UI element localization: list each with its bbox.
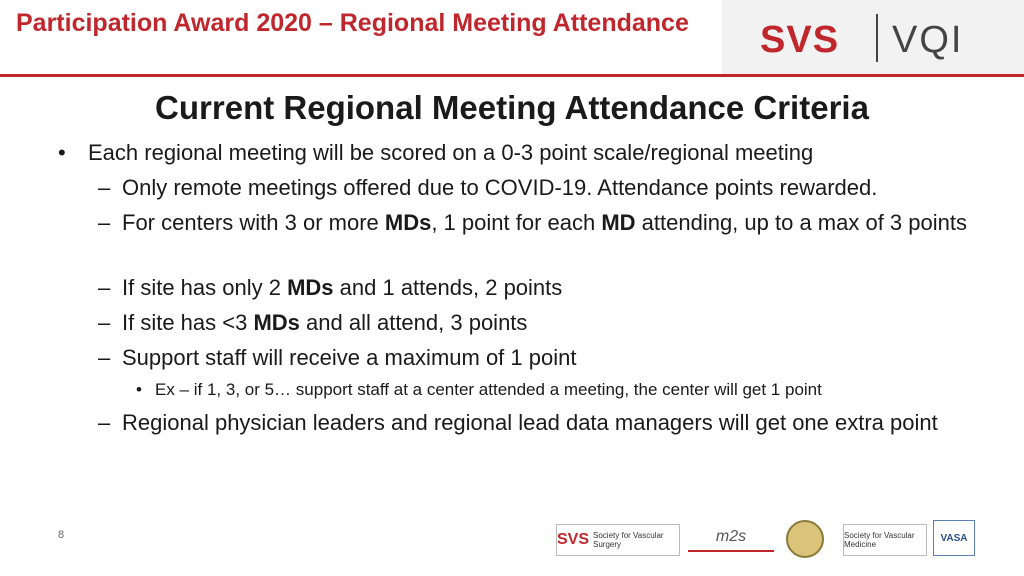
vqi-logo: VQI	[892, 19, 964, 61]
list-item-text: If site has only 2 MDs and 1 attends, 2 points	[122, 275, 563, 300]
list-item-text: If site has <3 MDs and all attend, 3 points	[122, 310, 528, 335]
list-item-text: Each regional meeting will be scored on a 0-3 point scale/regional meeting	[88, 140, 814, 165]
list-item-text: Support staff will receive a maximum of 1 point	[122, 345, 577, 370]
m2s-logo: m2s	[688, 524, 774, 552]
svs-logo: SVS	[760, 19, 840, 61]
slide-header-title: Participation Award 2020 – Regional Meeting Attendance	[16, 9, 689, 37]
dash-marker: –	[98, 275, 111, 300]
list-item-text: Regional physician leaders and regional lead data managers will get one extra point	[122, 410, 938, 435]
dash-marker: –	[98, 310, 111, 335]
dash-marker: –	[98, 175, 111, 200]
svm-logo: Society for Vascular Medicine	[843, 524, 927, 556]
list-item-text: Only remote meetings offered due to COVID-19. Attendance points rewarded.	[122, 175, 878, 200]
bullet-marker: •	[58, 140, 66, 165]
page-number: 8	[58, 529, 65, 541]
slide-heading: Current Regional Meeting Attendance Criteria	[155, 89, 869, 126]
list-item-text: Ex – if 1, 3, or 5… support staff at a center attended a meeting, the center will get 1 point	[155, 380, 822, 399]
vasa-logo: VASA	[933, 520, 975, 556]
dash-marker: –	[98, 345, 111, 370]
logo-divider	[876, 14, 878, 62]
bullet-marker: •	[136, 380, 142, 399]
header-rule	[0, 74, 1024, 77]
svs-society-logo: SVS Society for Vascular Surgery	[556, 524, 680, 556]
seal-logo	[786, 520, 824, 558]
dash-marker: –	[98, 210, 111, 235]
dash-marker: –	[98, 410, 111, 435]
list-item-text: For centers with 3 or more MDs, 1 point for each MD attending, up to a max of 3 points	[122, 210, 967, 235]
